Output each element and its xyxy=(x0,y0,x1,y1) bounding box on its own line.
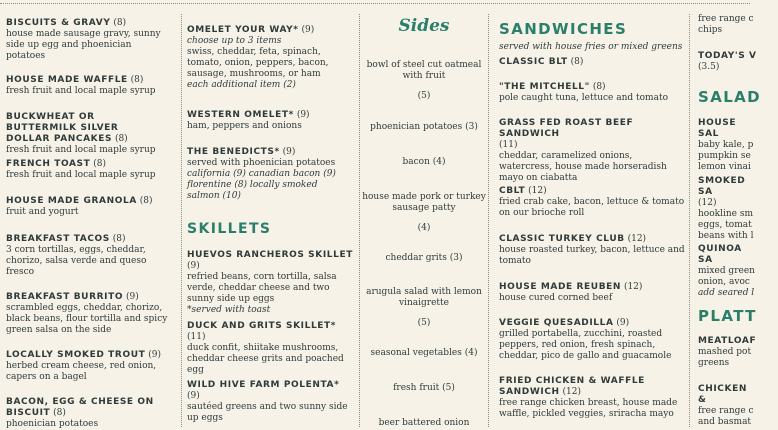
menu-item xyxy=(499,376,685,420)
side-name: fresh fruit xyxy=(393,383,440,393)
item-price: (9) xyxy=(148,350,161,360)
menu-item xyxy=(6,159,171,181)
item-name: HOUSE SAL xyxy=(698,118,737,139)
item-name: HOUSE MADE REUBEN xyxy=(499,282,622,292)
side-name: beer battered onion xyxy=(378,418,470,428)
item-desc: (12) hookline sm eggs, tomat beans with l xyxy=(698,198,754,241)
side-item xyxy=(362,60,486,102)
menu-item xyxy=(6,350,166,383)
menu-item xyxy=(499,186,685,219)
item-name: QUINOA SA xyxy=(698,244,742,265)
item-name: BISCUITS & GRAVY xyxy=(6,18,111,28)
menu-item xyxy=(187,380,352,424)
menu-item xyxy=(499,57,685,68)
item-desc: free range c chips xyxy=(698,14,754,35)
item-price: (8) xyxy=(139,196,153,206)
item-desc: baby kale, p pumpkin se lemon vinai xyxy=(698,140,754,172)
side-item xyxy=(362,287,486,329)
sandwiches-note: served with house fries or mixed greens xyxy=(499,42,683,52)
menu-item xyxy=(187,321,349,376)
menu-item xyxy=(698,336,758,369)
item-name: WILD HIVE FARM POLENTA* xyxy=(187,380,340,390)
item-name: BREAKFAST TACOS xyxy=(6,234,110,244)
item-desc: house made sausage gravy, sunny side up egg and phoenician potatoes xyxy=(6,29,161,61)
side-price: (4) xyxy=(417,223,431,233)
item-price: (11) xyxy=(187,332,206,342)
item-price: (9) xyxy=(616,318,630,328)
menu-item xyxy=(698,14,768,36)
item-name: BACON, EGG & CHEESE ON BISCUIT xyxy=(6,397,154,418)
menu-item xyxy=(499,282,685,304)
side-price: (5) xyxy=(417,91,431,101)
item-name: SMOKED SA xyxy=(698,176,746,197)
item-price: (9) xyxy=(125,292,139,302)
item-desc: fresh fruit and local maple syrup xyxy=(6,145,156,155)
menu-item xyxy=(6,112,166,156)
item-price: (12) xyxy=(528,186,547,196)
item-name: THE BENEDICTS* xyxy=(187,147,280,157)
item-name: CLASSIC BLT xyxy=(499,57,568,67)
item-price: (9) xyxy=(301,25,315,35)
item-desc: mixed green onion, avoc xyxy=(698,266,755,287)
item-name: DUCK AND GRITS SKILLET* xyxy=(187,321,337,331)
item-extra: *served with toast xyxy=(187,305,271,315)
menu-item xyxy=(499,118,685,184)
item-price: (3.5) xyxy=(698,62,720,72)
sides-title: Sides xyxy=(398,16,450,36)
menu-item xyxy=(187,25,352,91)
menu-item xyxy=(187,147,349,202)
item-name: CHICKEN & xyxy=(698,384,747,405)
item-name: FRENCH TOAST xyxy=(6,159,91,169)
top-dotted-rule xyxy=(0,3,750,4)
side-name: house made pork or turkey sausage patty xyxy=(362,192,486,213)
side-price: (4) xyxy=(432,157,446,167)
menu-item xyxy=(6,234,166,278)
menu-item xyxy=(6,397,166,430)
side-item xyxy=(362,122,486,133)
item-name: TODAY'S V xyxy=(698,51,757,61)
item-desc: herbed cream cheese, red onion, capers on a bagel xyxy=(6,361,157,382)
item-price: (9) xyxy=(187,391,200,401)
item-price: (8) xyxy=(570,57,584,67)
side-item xyxy=(362,157,486,168)
item-name: FRIED CHICKEN & WAFFLE SANDWICH xyxy=(499,376,645,397)
item-desc: house cured corned beef xyxy=(499,293,613,303)
menu-item xyxy=(698,118,758,173)
menu-item xyxy=(187,110,352,132)
side-name: cheddar grits xyxy=(385,253,447,263)
menu-item xyxy=(6,292,174,336)
item-desc: cheddar, caramelized onions, watercress, house made horseradish mayo on ciabatta xyxy=(499,151,667,183)
side-item xyxy=(362,253,486,264)
item-desc: phoenician potatoes xyxy=(6,419,99,429)
menu-item xyxy=(499,82,685,104)
menu-item xyxy=(6,18,171,62)
item-desc: served with phoenician potatoes xyxy=(187,158,336,168)
side-name: phoenician potatoes xyxy=(370,122,463,132)
item-desc: free range chicken breast, house made waffle, pickled veggies, sriracha mayo xyxy=(499,398,678,419)
section-title-sandwiches: SANDWICHES xyxy=(499,20,628,38)
side-price: (4) xyxy=(464,348,478,358)
item-name: "THE MITCHELL" xyxy=(499,82,590,92)
item-price: (9) xyxy=(296,110,310,120)
section-title-skillets: SKILLETS xyxy=(187,221,272,237)
item-price: (8) xyxy=(592,82,606,92)
menu-item xyxy=(698,176,754,242)
side-item xyxy=(362,192,486,234)
item-name: GRASS FED ROAST BEEF SANDWICH xyxy=(499,118,634,139)
item-price: (8) xyxy=(93,159,106,169)
side-price: (5) xyxy=(417,318,431,328)
item-desc: duck confit, shiitake mushrooms, cheddar cheese grits and poached egg xyxy=(187,343,344,375)
item-desc: house roasted turkey, bacon, lettuce and tomato xyxy=(499,245,685,266)
item-name: HUEVOS RANCHEROS SKILLET xyxy=(187,250,353,260)
column-divider xyxy=(359,14,360,427)
side-price: (5) xyxy=(442,383,455,393)
menu-item xyxy=(187,250,355,316)
item-price: (8) xyxy=(53,408,66,418)
item-desc: fresh fruit and local maple syrup xyxy=(6,86,156,96)
item-name: CLASSIC TURKEY CLUB xyxy=(499,234,625,244)
side-name: arugula salad with lemon vinaigrette xyxy=(366,287,482,308)
item-name: WESTERN OMELET* xyxy=(187,110,294,120)
menu-item xyxy=(499,234,685,267)
item-price: (8) xyxy=(114,134,128,144)
section-title-salads: SALAD xyxy=(698,88,762,106)
item-name: VEGGIE QUESADILLA xyxy=(499,318,614,328)
item-desc: grilled portabella, zucchini, roasted peppers, red onion, fresh spinach, cheddar, pico de gallo and guacamole xyxy=(499,329,672,361)
menu-item xyxy=(698,384,758,428)
section-note xyxy=(499,42,685,53)
item-desc: fresh fruit and local maple syrup xyxy=(6,170,156,180)
item-price: (12) xyxy=(562,387,582,397)
item-desc: 3 corn tortillas, eggs, cheddar, chorizo, salsa verde and queso fresco xyxy=(6,245,147,277)
item-desc: refried beans, corn tortilla, salsa verde, cheddar cheese and two sunny side up eggs xyxy=(187,272,337,304)
item-price: (12) xyxy=(623,282,643,292)
menu-item xyxy=(698,51,778,73)
item-extra: california (9) canadian bacon (9) florentine (8) locally smoked salmon (10) xyxy=(187,169,336,201)
item-name: CBLT xyxy=(499,186,526,196)
item-name: OMELET YOUR WAY* xyxy=(187,25,299,35)
item-price: (8) xyxy=(113,18,127,28)
item-name: BREAKFAST BURRITO xyxy=(6,292,124,302)
side-item xyxy=(362,383,486,394)
item-price: (11) xyxy=(499,140,518,150)
item-desc: mashed pot greens xyxy=(698,347,752,368)
side-price: (3) xyxy=(449,253,463,263)
item-price: (9) xyxy=(187,261,200,271)
side-item xyxy=(362,348,486,359)
column-divider xyxy=(181,14,182,427)
item-extra: each additional item (2) xyxy=(187,80,296,90)
salads-platters-column xyxy=(698,0,762,427)
item-desc: pole caught tuna, lettuce and tomato xyxy=(499,93,668,103)
item-name: HOUSE MADE WAFFLE xyxy=(6,75,128,85)
side-name: bacon xyxy=(402,157,430,167)
item-name: BUCKWHEAT OR BUTTERMILK SILVER DOLLAR PANCAKES xyxy=(6,112,119,144)
side-name: seasonal vegetables xyxy=(370,348,462,358)
column-divider xyxy=(488,14,489,427)
menu-item xyxy=(6,75,171,97)
item-note: choose up to 3 items xyxy=(187,36,282,46)
menu-item xyxy=(499,318,685,362)
item-desc: fried crab cake, bacon, lettuce & tomato on our brioche roll xyxy=(499,197,685,218)
item-price: (9) xyxy=(282,147,296,157)
item-desc: fruit and yogurt xyxy=(6,207,79,217)
side-name: bowl of steel cut oatmeal with fruit xyxy=(366,60,482,81)
item-name: LOCALLY SMOKED TROUT xyxy=(6,350,146,360)
item-price: (8) xyxy=(130,75,144,85)
item-desc: scrambled eggs, cheddar, chorizo, black beans, flour tortilla and spicy green salsa on the side xyxy=(6,303,168,335)
item-extra: add seared l xyxy=(698,288,755,298)
item-name: MEATLOAF xyxy=(698,336,757,346)
menu-item xyxy=(6,196,171,218)
menu-item xyxy=(698,244,758,299)
item-price: (8) xyxy=(112,234,126,244)
item-desc: free range c and basmat xyxy=(698,406,754,427)
item-desc: ham, peppers and onions xyxy=(187,121,302,131)
item-name: HOUSE MADE GRANOLA xyxy=(6,196,137,206)
side-item xyxy=(362,418,486,429)
item-desc: sautéed greens and two sunny side up eggs xyxy=(187,402,348,423)
item-desc: swiss, cheddar, feta, spinach, tomato, onion, peppers, bacon, sausage, mushrooms, or ham xyxy=(187,47,329,79)
column-divider xyxy=(689,14,690,427)
side-price: (3) xyxy=(465,122,478,132)
item-price: (12) xyxy=(627,234,647,244)
section-title-platters: PLATT xyxy=(698,307,757,325)
